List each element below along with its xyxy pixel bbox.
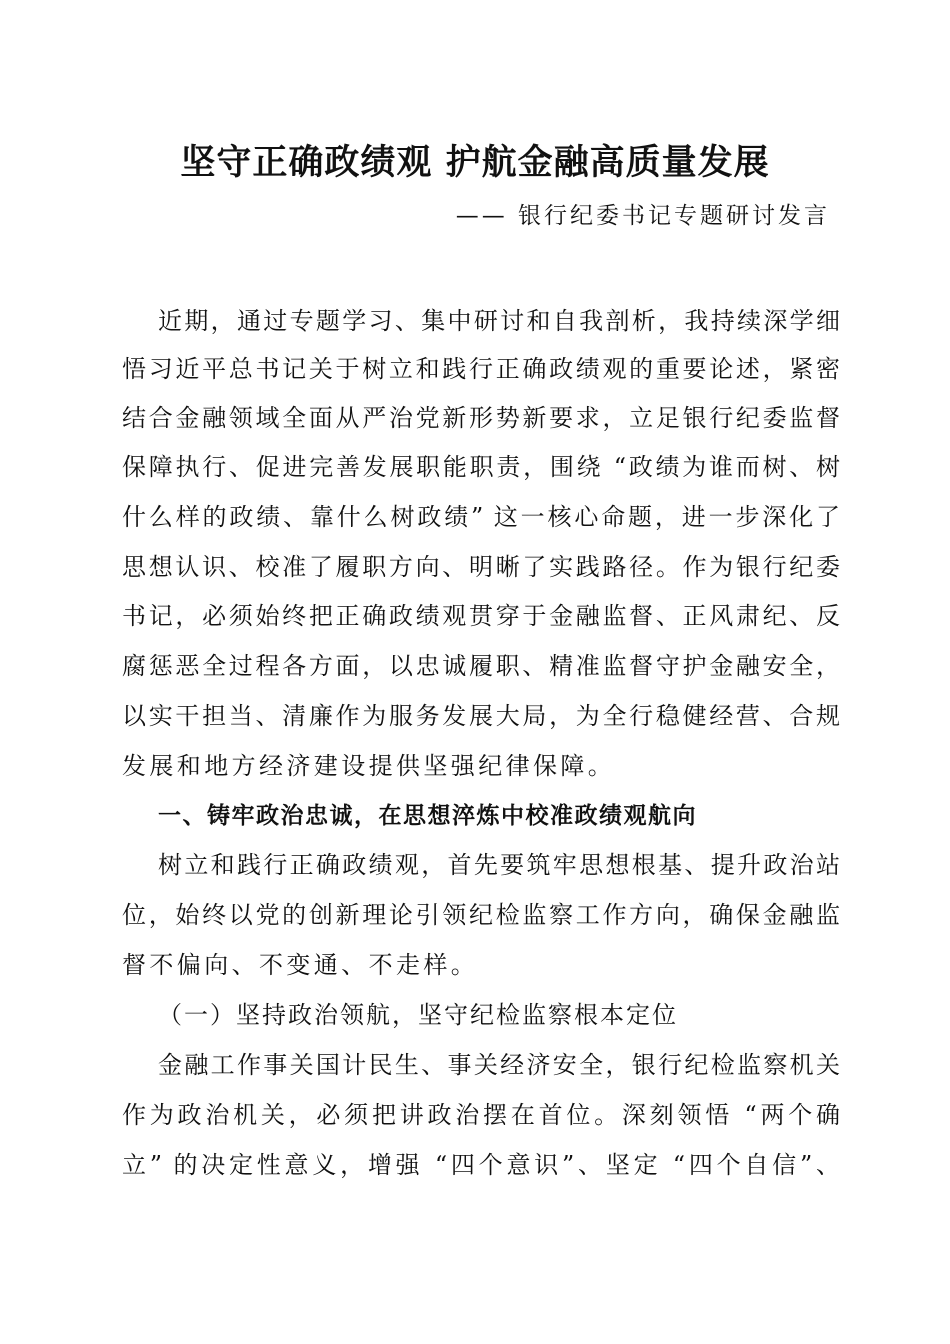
text-line: 思想认识、校准了履职方向、明晰了实践路径。作为银行纪委 <box>122 553 840 581</box>
text-line: 督不偏向、不变通、不走样。 <box>122 951 479 979</box>
text-line: 树立和践行正确政绩观，首先要筑牢思想根基、提升政治站 <box>158 851 840 879</box>
text-line: 作为政治机关，必须把讲政治摆在首位。深刻领悟 “两个确 <box>122 1101 840 1129</box>
section-heading: 一、铸牢政治忠诚，在思想淬炼中校准政绩观航向 <box>158 803 697 829</box>
document-subtitle: —— 银行纪委书记专题研讨发言 <box>455 203 830 229</box>
document-title: 坚守正确政绩观 护航金融高质量发展 <box>180 142 770 183</box>
subsection-heading: （一）坚持政治领航，坚守纪检监察根本定位 <box>158 1001 678 1029</box>
text-line: 金融工作事关国计民生、事关经济安全，银行纪检监察机关 <box>158 1051 840 1079</box>
text-line: 腐惩恶全过程各方面，以忠诚履职、精准监督守护金融安全， <box>122 652 840 680</box>
text-line: 结合金融领域全面从严治党新形势新要求，立足银行纪委监督 <box>122 404 840 432</box>
text-line: 以实干担当、清廉作为服务发展大局，为全行稳健经营、合规 <box>122 702 840 730</box>
text-line: 保障执行、促进完善发展职能职责，围绕 “政绩为谁而树、树 <box>122 453 840 481</box>
text-line: 悟习近平总书记关于树立和践行正确政绩观的重要论述，紧密 <box>122 355 840 383</box>
text-line: 发展和地方经济建设提供坚强纪律保障。 <box>122 752 616 780</box>
text-line: 书记，必须始终把正确政绩观贯穿于金融监督、正风肃纪、反 <box>122 602 840 630</box>
text-line: 立” 的决定性意义，增强 “四个意识”、坚定 “四个自信”、 <box>122 1151 840 1179</box>
text-line: 什么样的政绩、靠什么树政绩” 这一核心命题，进一步深化了 <box>122 503 840 531</box>
text-line: 位，始终以党的创新理论引领纪检监察工作方向，确保金融监 <box>122 901 840 929</box>
text-line: 近期，通过专题学习、集中研讨和自我剖析，我持续深学细 <box>158 307 840 335</box>
